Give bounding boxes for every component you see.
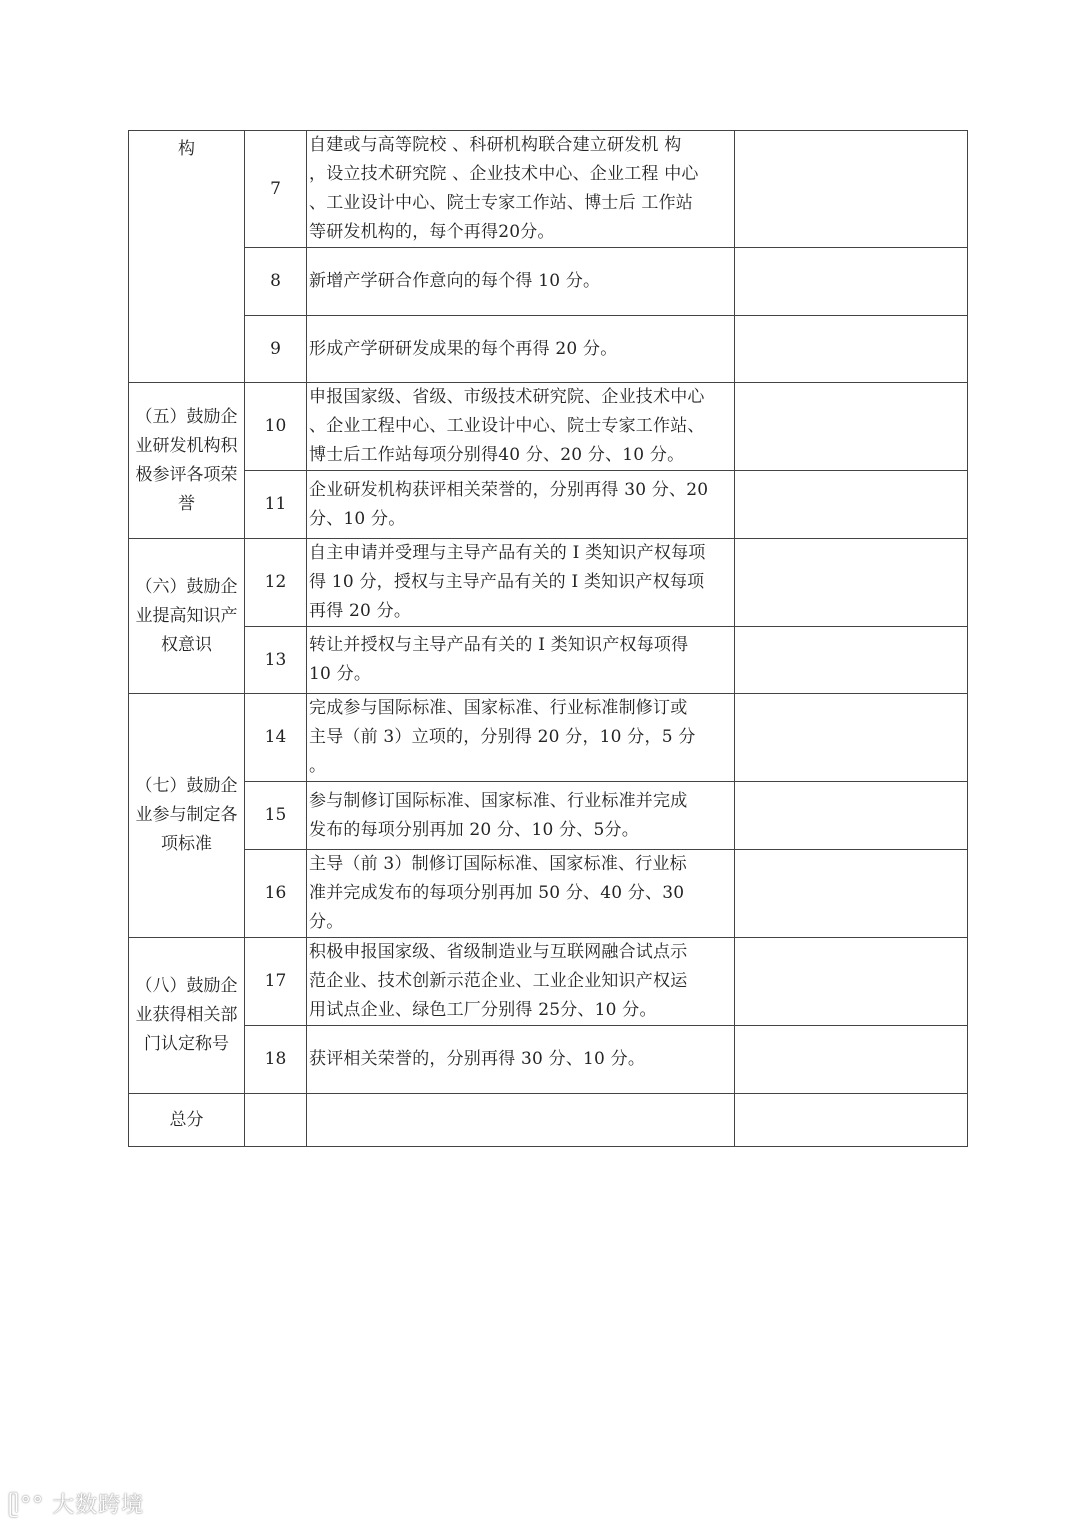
item-number: 13 — [245, 627, 307, 694]
item-description: 主导（前 3）制修订国际标准、国家标准、行业标 准并完成发布的每项分别再加 50 分、40 分、30 分。 — [307, 850, 735, 938]
score-cell — [735, 938, 968, 1026]
table-row — [129, 694, 968, 782]
item-description: 积极申报国家级、省级制造业与互联网融合试点示 范企业、技术创新示范企业、工业企业知识产权运 用试点企业、绿色工厂分别得 25分、10 分。 — [307, 938, 735, 1026]
item-description: 完成参与国际标准、国家标准、行业标准制修订或 主导（前 3）立项的，分别得 20 分，10 分，5 分 。 — [307, 694, 735, 782]
table-row — [129, 471, 968, 539]
watermark-logo — [8, 1488, 144, 1519]
score-cell — [735, 539, 968, 627]
item-number: 17 — [245, 938, 307, 1026]
item-number: 16 — [245, 850, 307, 938]
item-description: 转让并授权与主导产品有关的 I 类知识产权每项得 10 分。 — [307, 627, 735, 694]
score-cell — [735, 316, 968, 383]
table-row — [129, 782, 968, 850]
table-row — [129, 539, 968, 627]
category-cell: （七）鼓励企 业参与制定各 项标准 — [129, 694, 245, 938]
item-description: 自建或与高等院校 、科研机构联合建立研发机 构 ，设立技术研究院 、企业技术中心、企业工程 中心 、工业设计中心、院士专家工作站、博士后 工作站 等研发机构的，每个再得20分。 — [307, 131, 735, 248]
table-row — [129, 1026, 968, 1094]
total-label: 总分 — [129, 1094, 245, 1147]
item-number: 7 — [245, 131, 307, 248]
empty-cell — [307, 1094, 735, 1147]
item-description: 参与制修订国际标准、国家标准、行业标准并完成 发布的每项分别再加 20 分、10 分、5分。 — [307, 782, 735, 850]
score-cell — [735, 131, 968, 248]
item-number: 15 — [245, 782, 307, 850]
item-description: 获评相关荣誉的，分别再得 30 分、10 分。 — [307, 1026, 735, 1094]
item-number: 9 — [245, 316, 307, 383]
logo-icon: ᥫ°° — [8, 1493, 45, 1518]
item-description: 形成产学研研发成果的每个再得 20 分。 — [307, 316, 735, 383]
category-cell: 构 — [129, 131, 245, 383]
table-row — [129, 850, 968, 938]
item-number: 8 — [245, 248, 307, 316]
category-cell: （五）鼓励企 业研发机构积 极参评各项荣 誉 — [129, 383, 245, 539]
scoring-table — [128, 130, 968, 1147]
total-score-cell — [735, 1094, 968, 1147]
item-description: 新增产学研合作意向的每个得 10 分。 — [307, 248, 735, 316]
item-number: 18 — [245, 1026, 307, 1094]
item-number: 12 — [245, 539, 307, 627]
score-cell — [735, 383, 968, 471]
table-row — [129, 316, 968, 383]
score-cell — [735, 248, 968, 316]
score-cell — [735, 850, 968, 938]
category-cell: （八）鼓励企 业获得相关部 门认定称号 — [129, 938, 245, 1094]
category-cell: （六）鼓励企 业提高知识产 权意识 — [129, 539, 245, 694]
score-cell — [735, 694, 968, 782]
score-cell — [735, 1026, 968, 1094]
table-row — [129, 938, 968, 1026]
item-description: 企业研发机构获评相关荣誉的，分别再得 30 分、20 分、10 分。 — [307, 471, 735, 539]
item-number: 14 — [245, 694, 307, 782]
watermark-text: 大数跨境 — [52, 1493, 145, 1518]
score-cell — [735, 471, 968, 539]
empty-cell — [245, 1094, 307, 1147]
item-description: 自主申请并受理与主导产品有关的 I 类知识产权每项 得 10 分，授权与主导产品有关的 I 类知识产权每项 再得 20 分。 — [307, 539, 735, 627]
score-cell — [735, 782, 968, 850]
item-number: 11 — [245, 471, 307, 539]
item-number: 10 — [245, 383, 307, 471]
item-description: 申报国家级、省级、市级技术研究院、企业技术中心 、企业工程中心、工业设计中心、院士专家工作站、 博士后工作站每项分别得40 分、20 分、10 分。 — [307, 383, 735, 471]
score-cell — [735, 627, 968, 694]
table-row — [129, 131, 968, 248]
total-row — [129, 1094, 968, 1147]
table-row — [129, 627, 968, 694]
table-row — [129, 248, 968, 316]
table-row — [129, 383, 968, 471]
